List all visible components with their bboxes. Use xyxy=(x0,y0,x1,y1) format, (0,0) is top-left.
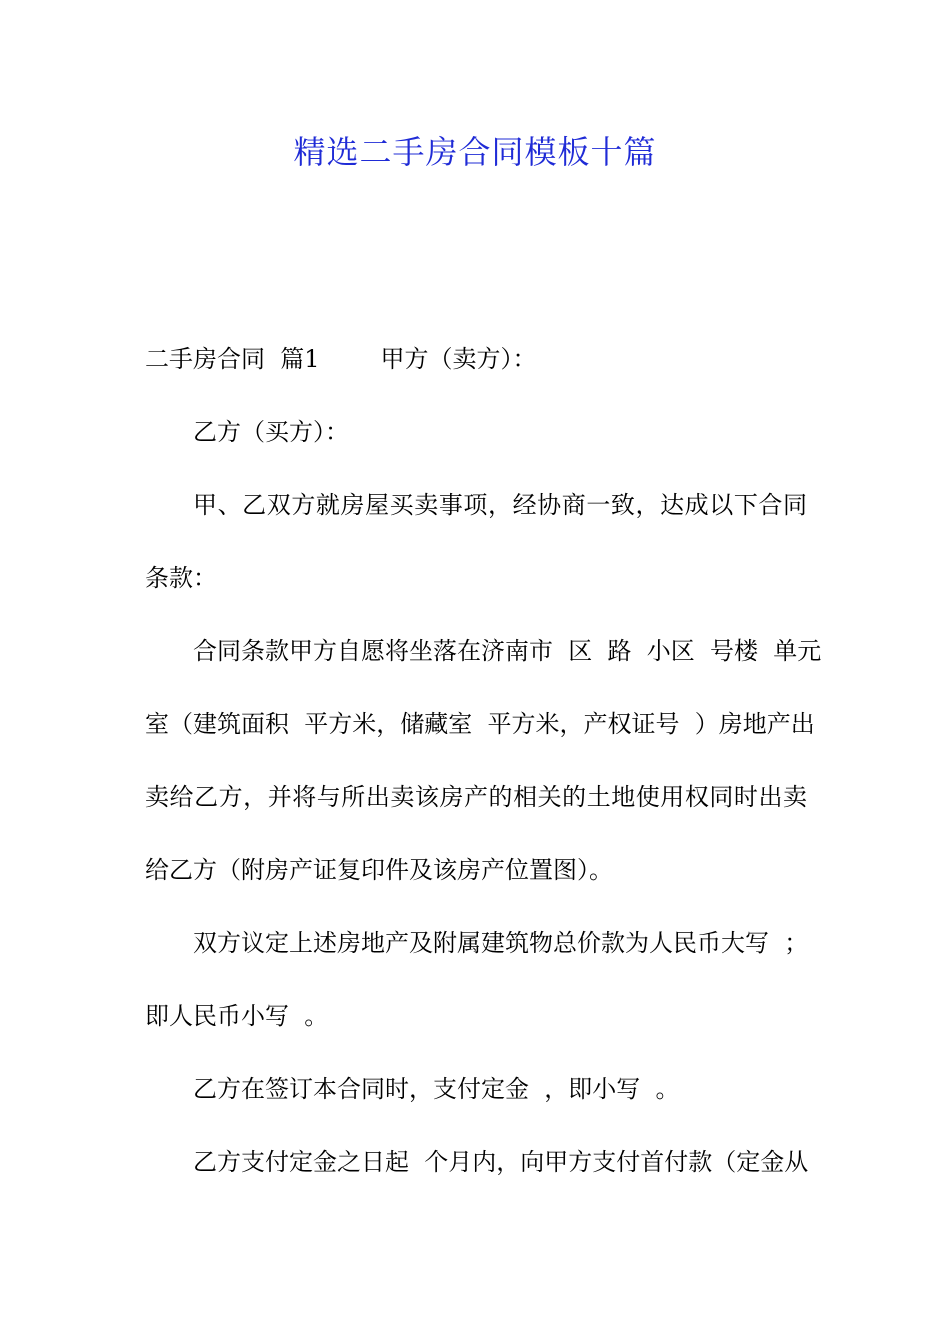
paragraph-line: 卖给乙方，并将与所出卖该房产的相关的土地使用权同时出卖 xyxy=(145,783,807,811)
paragraph-line: 乙方（买方）： xyxy=(193,418,349,446)
paragraph-line: 给乙方（附房产证复印件及该房产位置图）。 xyxy=(145,856,613,884)
paragraph-line: 双方议定上述房地产及附属建筑物总价款为人民币大写 ； xyxy=(193,929,809,957)
paragraph-line: 二手房合同 篇1 甲方（卖方）： xyxy=(145,345,537,373)
paragraph-line: 甲、乙双方就房屋买卖事项，经协商一致，达成以下合同 xyxy=(193,491,807,519)
paragraph-line: 乙方在签订本合同时，支付定金 ，即小写 。 xyxy=(193,1075,680,1103)
paragraph-line: 即人民币小写 。 xyxy=(145,1002,329,1030)
paragraph-line: 室（建筑面积 平方米，储藏室 平方米，产权证号 ）房地产出 xyxy=(145,710,815,738)
paragraph-line: 条款： xyxy=(145,564,217,592)
paragraph-line: 合同条款甲方自愿将坐落在济南市 区 路 小区 号楼 单元 xyxy=(193,637,822,665)
document-body xyxy=(145,323,822,1199)
document-title: 精选二手房合同模板十篇 xyxy=(293,133,657,171)
paragraph-line: 乙方支付定金之日起 个月内，向甲方支付首付款（定金从 xyxy=(193,1148,809,1176)
